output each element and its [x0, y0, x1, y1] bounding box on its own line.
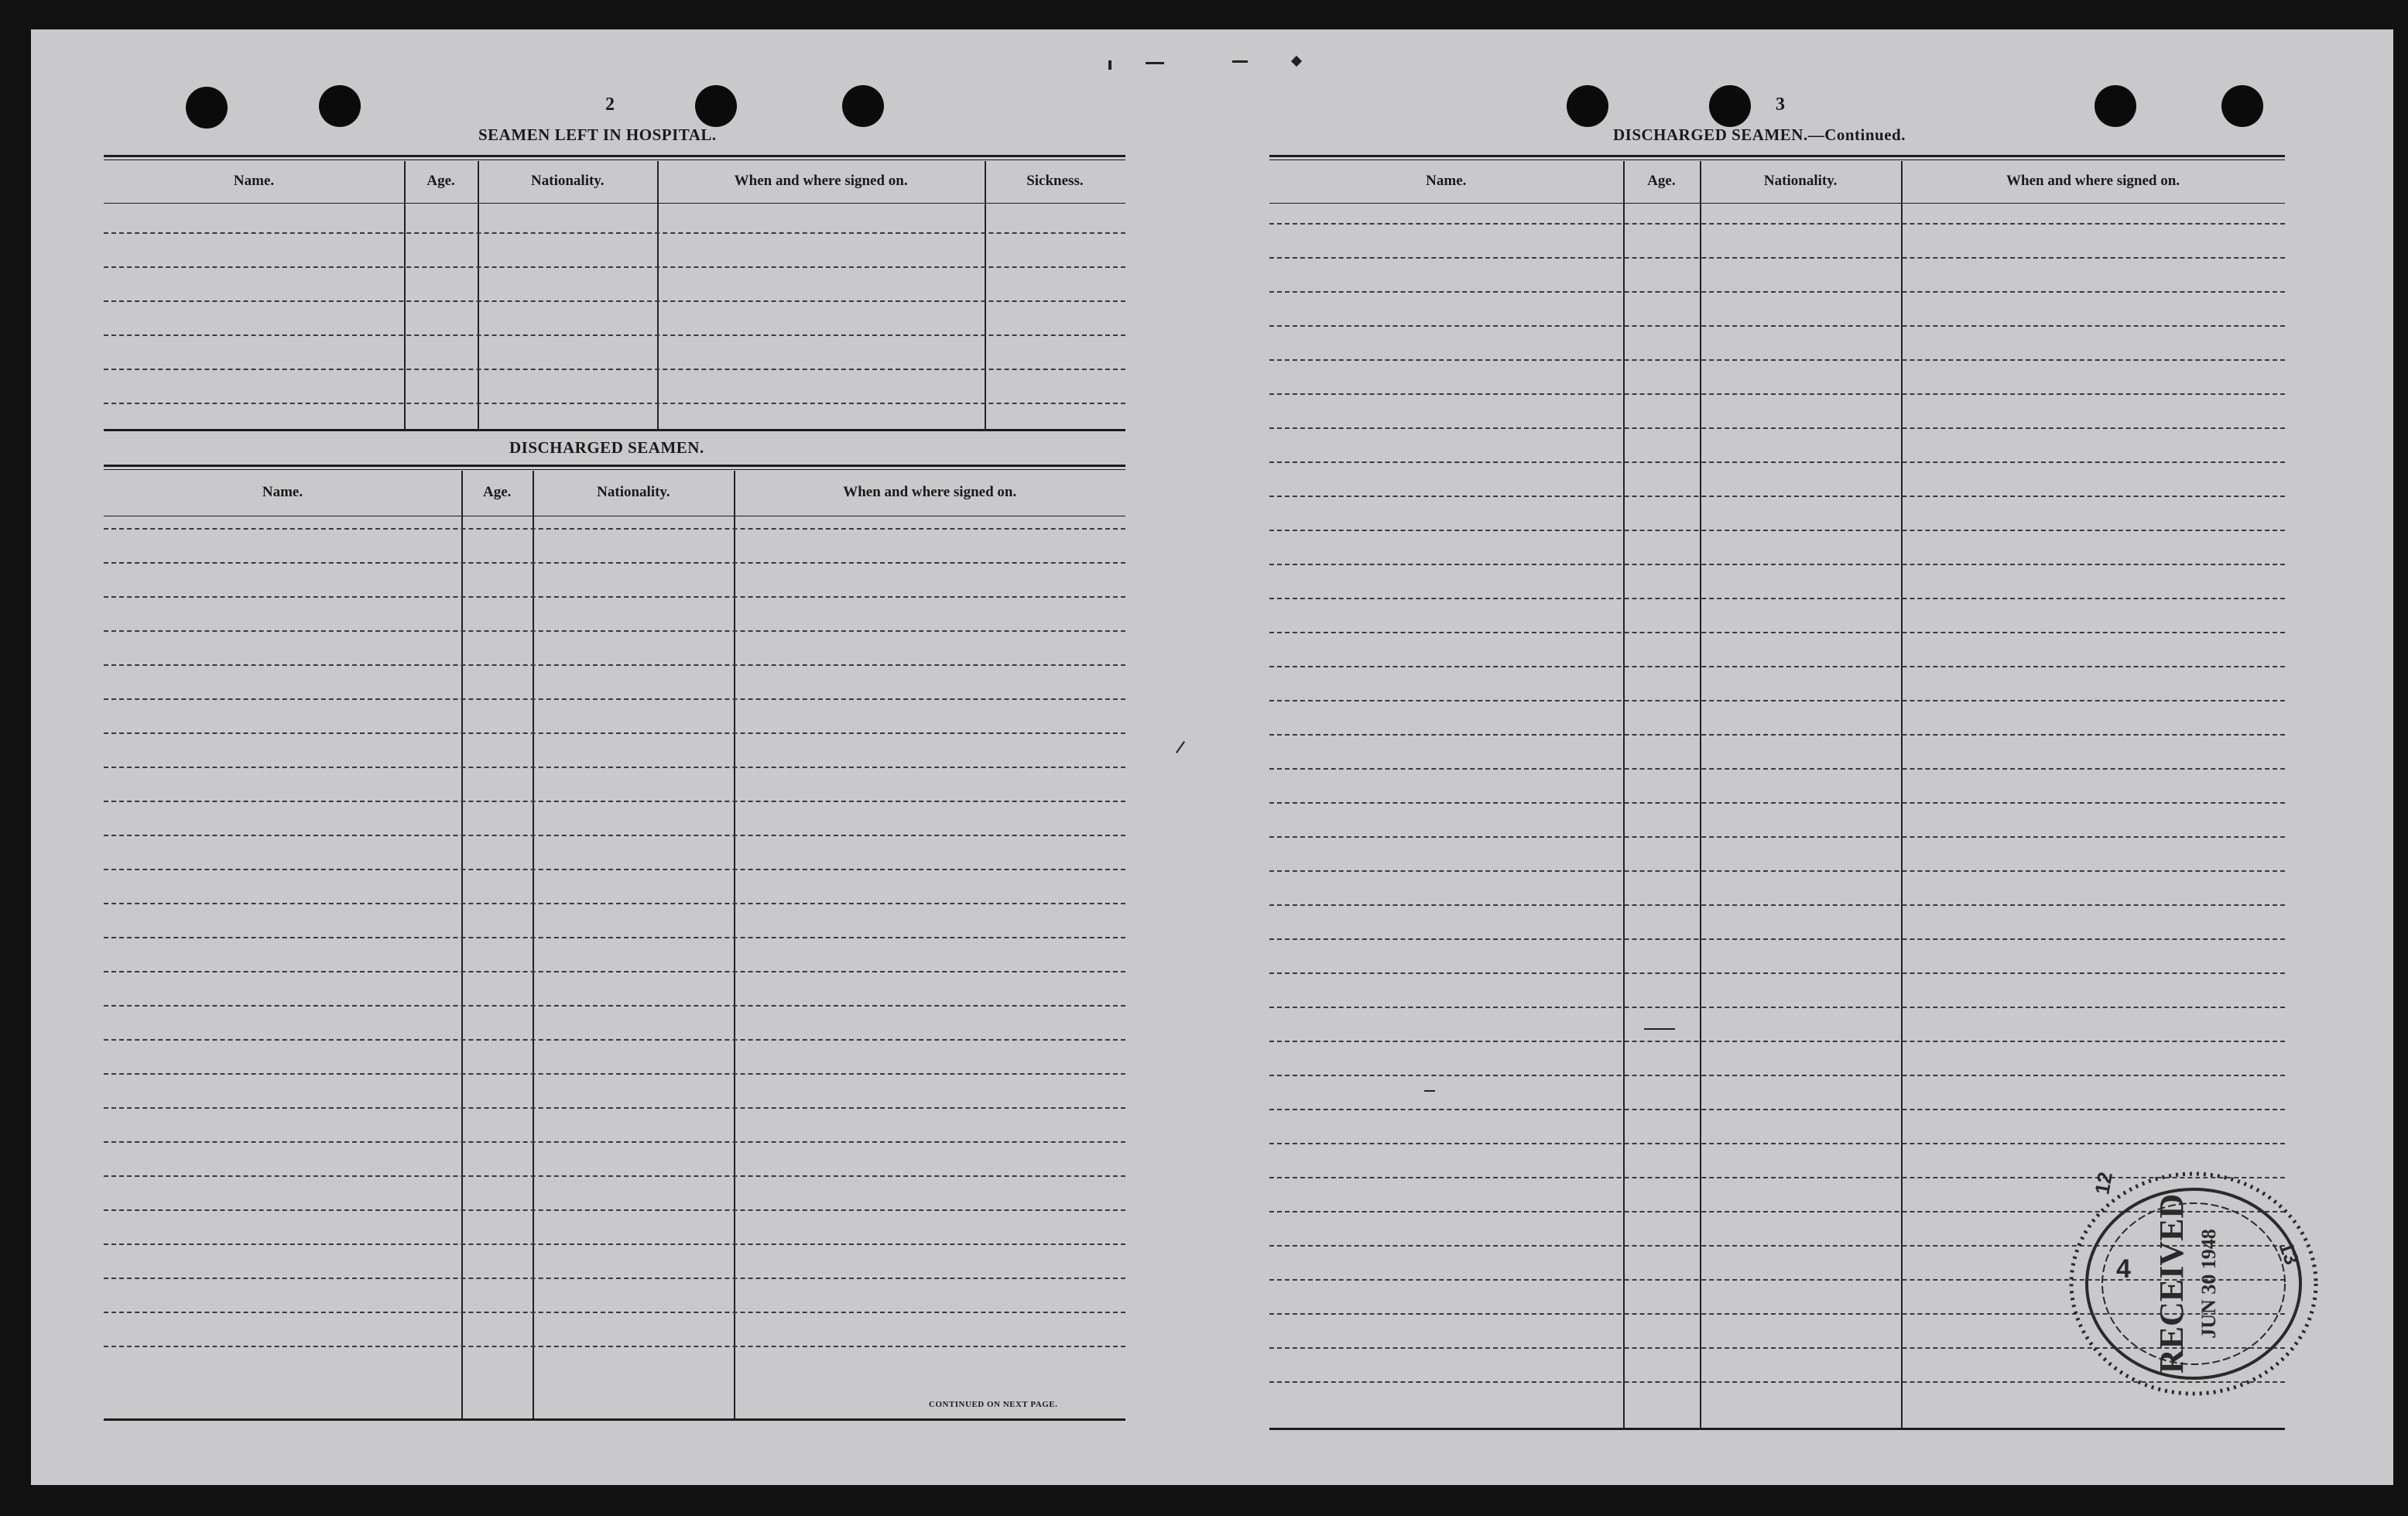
row-rule — [1269, 1075, 2285, 1076]
row-rule — [104, 971, 1125, 972]
stamp-number: 13 — [2274, 1238, 2304, 1268]
row-rule — [1269, 496, 2285, 497]
stamp-number: 12 — [2090, 1170, 2117, 1197]
column-divider — [1623, 161, 1625, 1428]
row-rule — [104, 1073, 1125, 1075]
column-header: Name. — [233, 173, 275, 189]
row-rule — [104, 1346, 1125, 1347]
row-rule — [104, 732, 1125, 734]
row-rule — [104, 630, 1125, 632]
row-rule — [1269, 972, 2285, 974]
row-rule — [1269, 530, 2285, 531]
row-rule — [1269, 734, 2285, 736]
row-rule — [104, 1209, 1125, 1211]
table-top-rule-thin — [104, 469, 1125, 470]
punch-hole — [186, 87, 228, 129]
punch-hole — [1709, 85, 1751, 127]
column-header: Nationality. — [597, 484, 670, 500]
row-rule — [104, 869, 1125, 870]
column-header: Name. — [262, 484, 303, 500]
row-rule — [1269, 1109, 2285, 1110]
row-rule — [104, 403, 1125, 404]
column-divider — [734, 471, 735, 1418]
table-top-rule-thin — [1269, 159, 2285, 160]
row-rule — [104, 767, 1125, 768]
row-rule — [1269, 700, 2285, 701]
row-rule — [1269, 1143, 2285, 1144]
row-rule — [104, 1243, 1125, 1245]
row-rule — [104, 1039, 1125, 1041]
column-header: When and where signed on. — [843, 484, 1017, 500]
row-rule — [1269, 802, 2285, 804]
column-divider — [461, 471, 463, 1418]
row-rule — [104, 300, 1125, 302]
column-divider — [985, 161, 986, 429]
stamp-date: JUN 30 1948 — [2197, 1229, 2220, 1339]
column-header: When and where signed on. — [2006, 173, 2180, 189]
row-rule — [104, 664, 1125, 666]
row-rule — [1269, 564, 2285, 565]
table-bottom-rule — [1269, 1428, 2285, 1430]
discharged-table — [104, 465, 1125, 1418]
ink-mark — [1108, 60, 1112, 70]
row-rule — [104, 1278, 1125, 1279]
column-header: Name. — [1426, 173, 1467, 189]
column-divider — [533, 471, 534, 1418]
stamp-number: 4 — [2116, 1254, 2131, 1284]
document-sheet — [31, 29, 2393, 1485]
right-section-title: DISCHARGED SEAMEN.—Continued. — [1613, 125, 1906, 144]
hospital-table — [104, 155, 1125, 429]
row-rule — [104, 1107, 1125, 1109]
row-rule — [1269, 257, 2285, 259]
row-rule — [104, 801, 1125, 802]
row-rule — [1269, 870, 2285, 872]
row-rule — [1269, 325, 2285, 327]
row-rule — [1269, 598, 2285, 599]
row-rule — [1269, 461, 2285, 463]
table-bottom-rule — [104, 429, 1125, 431]
ink-mark — [1424, 1090, 1435, 1092]
row-rule — [104, 835, 1125, 836]
column-divider — [478, 161, 479, 429]
column-header: Age. — [1647, 173, 1676, 189]
column-header: Age. — [426, 173, 455, 189]
row-rule — [104, 698, 1125, 700]
row-rule — [1269, 768, 2285, 770]
row-rule — [104, 334, 1125, 336]
column-divider — [1901, 161, 1903, 1428]
row-rule — [1269, 836, 2285, 838]
row-rule — [1269, 359, 2285, 361]
punch-hole — [1567, 85, 1608, 127]
column-divider — [404, 161, 406, 429]
continued-note: CONTINUED ON NEXT PAGE. — [929, 1400, 1058, 1409]
row-rule — [104, 1141, 1125, 1143]
row-rule — [104, 596, 1125, 598]
row-rule — [104, 232, 1125, 234]
row-rule — [104, 937, 1125, 938]
row-rule — [1269, 938, 2285, 940]
ink-mark — [1644, 1028, 1675, 1030]
ink-mark — [1146, 62, 1164, 64]
column-divider — [657, 161, 659, 429]
row-rule — [1269, 1007, 2285, 1008]
column-header: Nationality. — [531, 173, 605, 189]
table-bottom-rule — [104, 1418, 1125, 1421]
page-number-left: 2 — [605, 94, 615, 115]
row-rule — [1269, 291, 2285, 293]
punch-hole — [2095, 85, 2136, 127]
row-rule — [104, 1005, 1125, 1007]
row-rule — [1269, 427, 2285, 429]
table-top-rule — [104, 155, 1125, 157]
table-top-rule-thin — [104, 159, 1125, 160]
page-number-right: 3 — [1776, 94, 1785, 115]
column-header: Sickness. — [1026, 173, 1084, 189]
row-rule — [104, 266, 1125, 268]
row-rule — [1269, 904, 2285, 906]
row-rule — [1269, 1041, 2285, 1042]
row-rule — [104, 369, 1125, 370]
received-stamp — [2065, 1168, 2322, 1400]
row-rule — [104, 903, 1125, 904]
ink-mark — [1176, 741, 1185, 753]
row-rule — [1269, 666, 2285, 667]
punch-hole — [2221, 85, 2263, 127]
row-rule — [104, 562, 1125, 564]
row-rule — [104, 528, 1125, 530]
ink-mark — [1232, 60, 1248, 63]
hospital-section-title: SEAMEN LEFT IN HOSPITAL. — [478, 125, 717, 144]
row-rule — [1269, 223, 2285, 225]
row-rule — [1269, 393, 2285, 395]
row-rule — [104, 1312, 1125, 1313]
punch-hole — [319, 85, 361, 127]
column-header: Nationality. — [1763, 173, 1838, 189]
table-top-rule — [1269, 155, 2285, 157]
table-top-rule — [104, 465, 1125, 467]
ink-mark — [1291, 56, 1302, 67]
column-divider — [1700, 161, 1701, 1428]
row-rule — [104, 1175, 1125, 1177]
row-rule — [1269, 632, 2285, 633]
punch-hole — [695, 85, 737, 127]
column-header: When and where signed on. — [734, 173, 908, 189]
table-header-rule — [1269, 203, 2285, 204]
discharged-section-title: DISCHARGED SEAMEN. — [509, 438, 704, 457]
column-header: Age. — [482, 484, 512, 500]
stamp-received-word: RECEIVED — [2153, 1193, 2190, 1374]
punch-hole — [842, 85, 884, 127]
table-header-rule — [104, 203, 1125, 204]
